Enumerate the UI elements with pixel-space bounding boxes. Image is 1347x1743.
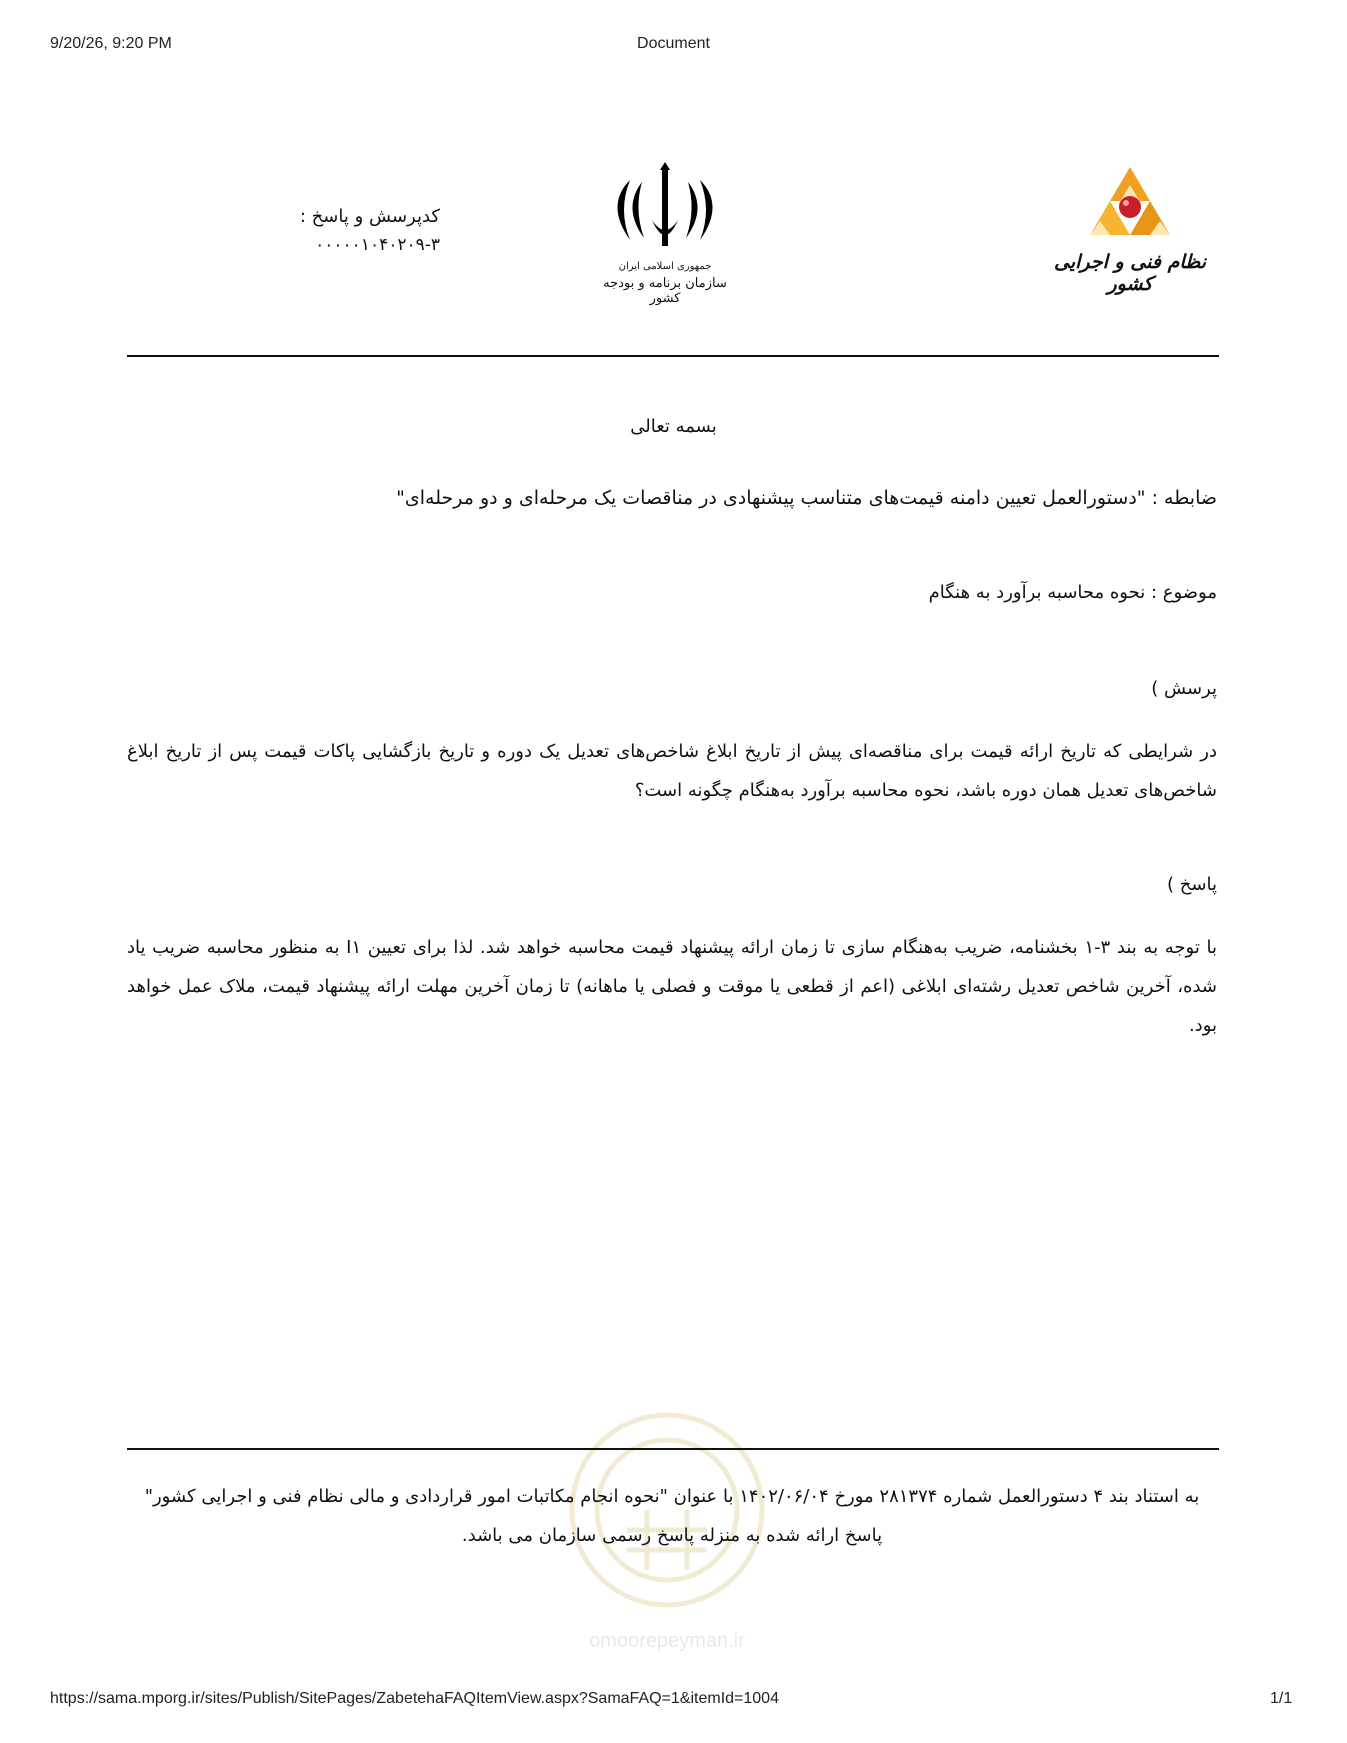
salutation: بسمه تعالی [630,416,717,437]
footer-note: به استناد بند ۴ دستورالعمل شماره ۲۸۱۳۷۴ مورخ ۱۴۰۲/۰۶/۰۴ با عنوان "نحوه انجام مکاتبات امور قراردادی و مالی نظام فنی و اجرایی کشور" پاسخ ارائه شده به منزله پاسخ رسمی سازمان می باشد. [144,1486,1200,1546]
logo-text: نظام فنی و اجرایی کشور [1053,251,1206,295]
print-title: Document [637,35,710,52]
emblem-line1: جمهوری اسلامی ایران [618,261,712,272]
print-datetime: 9/20/26, 9:20 PM [50,35,172,52]
answer-label: پاسخ ) [1167,874,1217,895]
emblem-line2: سازمان برنامه و بودجه کشور [603,276,727,306]
code-value: ۰۰۰۰۰۱۰۴۰۲۰۹-۳ [315,235,440,255]
pyramid-logo-icon [1070,165,1190,245]
header-rule [127,355,1219,357]
page-number: 1/1 [1270,1690,1293,1707]
watermark-text: omoorepeyman.ir [589,1630,745,1652]
nezam-fanni-logo [1050,165,1210,305]
iran-emblem [600,160,730,310]
page-url[interactable]: https://sama.mporg.ir/sites/Publish/SitePages/ZabetehaFAQItemView.aspx?SamaFAQ=1&itemId=1004 [50,1690,779,1707]
footer-rule [127,1448,1219,1450]
question-text: در شرایطی که تاریخ ارائه قیمت برای مناقصه‌ای پیش از تاریخ ابلاغ شاخص‌های تعدیل یک دوره و تاریخ بازگشایی پاکات قیمت پس از تاریخ ابلاغ شاخص‌های تعدیل همان دوره باشد، نحوه محاسبه برآورد به‌هنگام چگونه است؟ [127,741,1217,801]
subject-line: موضوع : نحوه محاسبه برآورد به هنگام [928,582,1217,603]
code-label: کدپرسش و پاسخ : [299,206,440,227]
question-label: پرسش ) [1151,678,1217,699]
code-block [250,206,440,255]
regulation-line: ضابطه : "دستورالعمل تعیین دامنه قیمت‌های متناسب پیشنهادی در مناقصات یک مرحله‌ای و دو مرحله‌ای" [396,487,1217,509]
answer-text: با توجه به بند ۳-۱ بخشنامه، ضریب به‌هنگام سازی تا زمان ارائه پیشنهاد قیمت محاسبه خواهد شد. لذا برای تعیین I۱ به منظور محاسبه ضریب یاد شده، آخرین شاخص تعدیل رشته‌ای ابلاغی (اعم از قطعی یا موقت و فصلی یا ماهانه) تا زمان آخرین مهلت ارائه پیشنهاد قیمت، ملاک عمل خواهد بود. [127,937,1217,1036]
iran-emblem-icon [600,160,730,255]
